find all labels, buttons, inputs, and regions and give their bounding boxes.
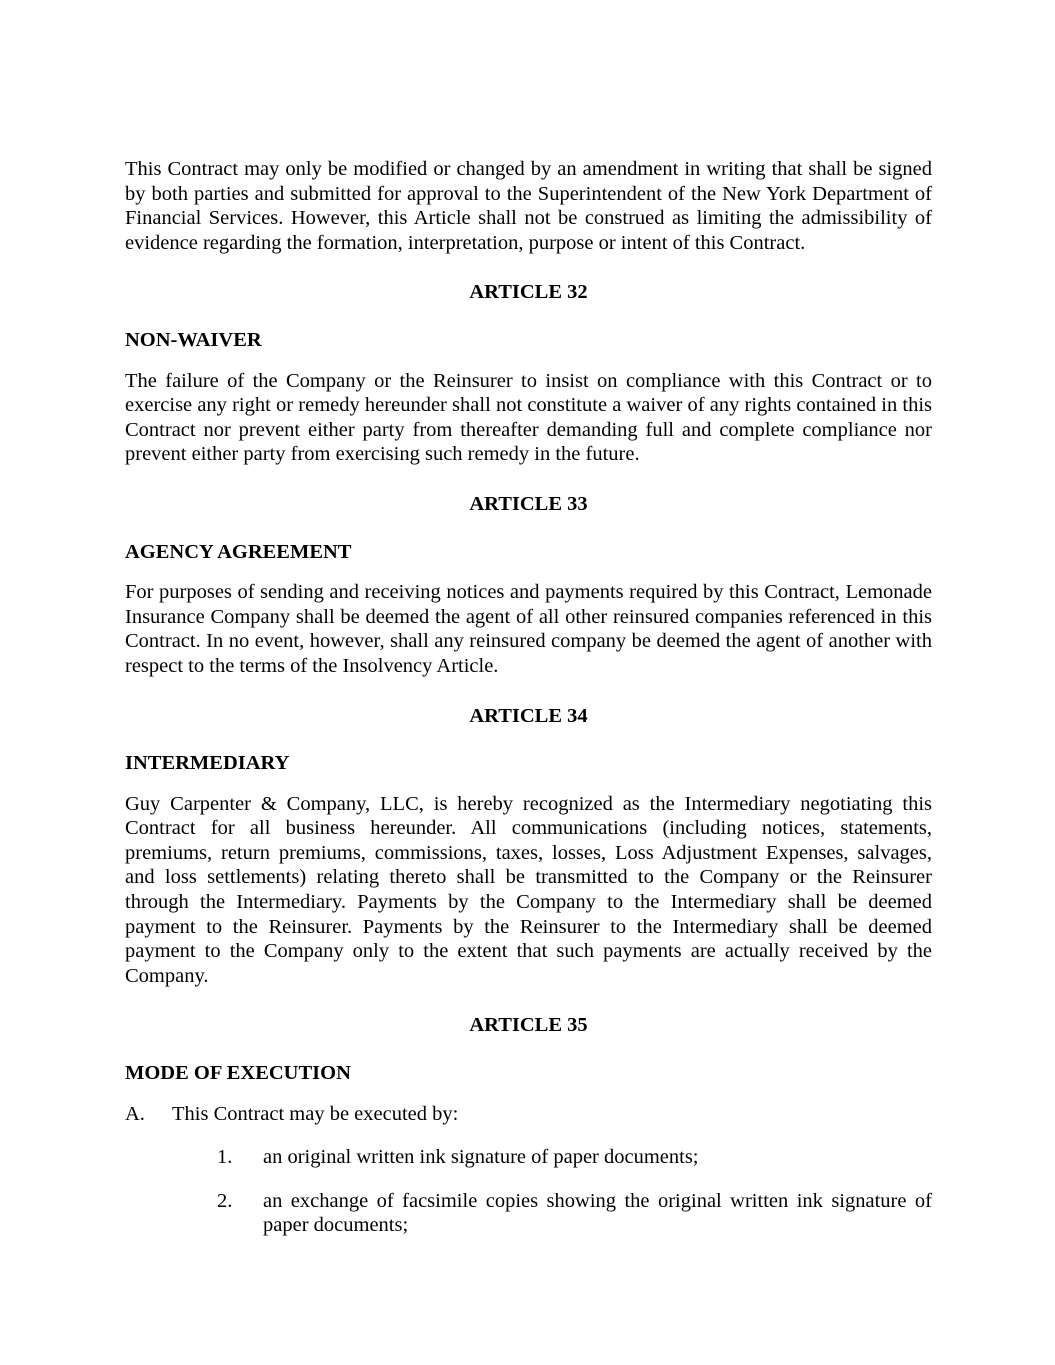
article-35-title-mode-of-execution: MODE OF EXECUTION xyxy=(125,1062,351,1085)
list-item-a xyxy=(125,1102,932,1127)
article-33-body: For purposes of sending and receiving notices and payments required by this Contract, Lemonade Insurance Company shall be deemed the agent of all other reinsured companies referenced in this Contract. In no event, however, shall any reinsured company be deemed the agent of another with respect to the terms of the Insolvency Article. xyxy=(125,581,932,677)
list-item-2-text: an exchange of facsimile copies showing the original written ink signature of paper documents; xyxy=(263,1189,932,1237)
article-34-title-intermediary: INTERMEDIARY xyxy=(125,752,290,775)
article-32-title-non-waiver: NON-WAIVER xyxy=(125,328,262,351)
article-34-body: Guy Carpenter & Company, LLC, is hereby recognized as the Intermediary negotiating this Contract for all business hereunder. All communications (including notices, statements, premiums, return premiums, commissions, taxes, losses, Loss Adjustment Expenses, salvages, and loss settlements) relating thereto shall be transmitted to the Company or the Reinsurer through the Intermediary. Payments by the Company to the Intermediary shall be deemed payment to the Reinsurer. Payments by the Reinsurer to the Intermediary shall be deemed payment to the Company only to the extent that such payments are actually received by the Company. xyxy=(125,792,932,987)
page-content xyxy=(125,157,932,1257)
list-item-2 xyxy=(217,1189,932,1238)
article-33-heading: ARTICLE 33 xyxy=(469,492,588,515)
list-item-1-text: an original written ink signature of paper documents; xyxy=(263,1146,699,1169)
article-34-heading: ARTICLE 34 xyxy=(469,704,588,727)
list-item-a-text: This Contract may be executed by: xyxy=(172,1102,459,1125)
intro-paragraph: This Contract may only be modified or changed by an amendment in writing that shall be signed by both parties and submitted for approval to the Superintendent of the New York Department of Financial Services. However, this Article shall not be construed as limiting the admissibility of evidence regarding the formation, interpretation, purpose or intent of this Contract. xyxy=(125,158,932,254)
list-item-a-marker: A. xyxy=(125,1102,145,1125)
list-item-1 xyxy=(217,1145,932,1170)
article-32-body: The failure of the Company or the Reinsurer to insist on compliance with this Contract or to exercise any right or remedy hereunder shall not constitute a waiver of any rights contained in this Contract nor prevent either party from thereafter demanding full and complete compliance nor prevent either party from exercising such remedy in the future. xyxy=(125,369,932,466)
list-item-2-marker: 2. xyxy=(217,1189,233,1212)
article-33-title-agency-agreement: AGENCY AGREEMENT xyxy=(125,540,352,563)
article-32-heading: ARTICLE 32 xyxy=(469,281,588,304)
article-35-heading: ARTICLE 35 xyxy=(469,1014,588,1037)
list-item-1-marker: 1. xyxy=(217,1146,233,1169)
